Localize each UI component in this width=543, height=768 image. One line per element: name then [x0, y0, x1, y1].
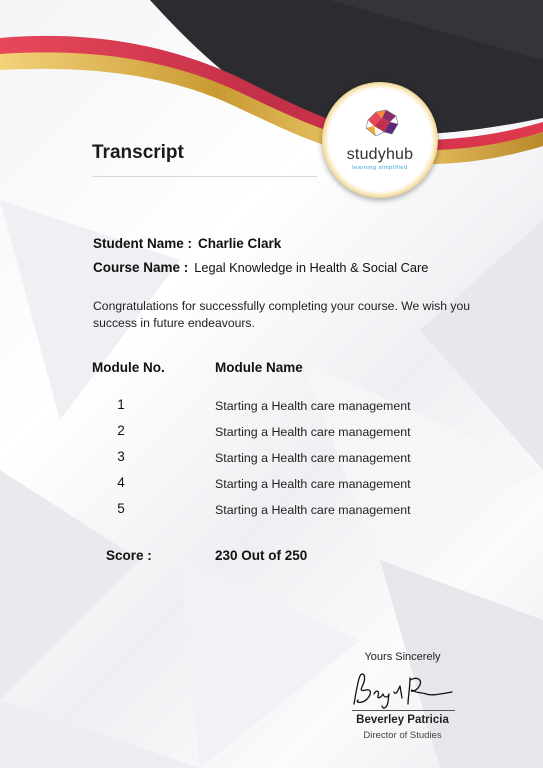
- module-name-header: Module Name: [215, 360, 303, 375]
- logo-name: studyhub: [346, 146, 414, 163]
- module-number: 1: [117, 397, 125, 412]
- student-name-label: Student Name :: [93, 236, 193, 251]
- student-name-line: [93, 236, 281, 251]
- brain-icon: [362, 106, 402, 140]
- module-name: Starting a Health care management: [215, 399, 411, 413]
- signature: [344, 668, 462, 714]
- page-title: Transcript: [92, 142, 184, 163]
- signatory-role: Director of Studies: [363, 730, 442, 741]
- module-name: Starting a Health care management: [215, 503, 411, 517]
- module-number: 4: [117, 475, 125, 490]
- student-name-value: Charlie Clark: [198, 236, 282, 251]
- module-number: 2: [117, 423, 125, 438]
- course-name-value: Legal Knowledge in Health & Social Care: [194, 260, 429, 275]
- course-name-label: Course Name :: [93, 260, 189, 275]
- signatory-name: Beverley Patricia: [356, 714, 449, 726]
- closing-text: Yours Sincerely: [364, 651, 441, 663]
- module-name: Starting a Health care management: [215, 425, 411, 439]
- congratulations-message: Congratulations for successfully completing your course. We wish you success in future endeavours.: [93, 299, 471, 330]
- course-name-line: [93, 260, 428, 275]
- score-value: 230 Out of 250: [215, 548, 308, 563]
- logo-tagline: learning simplified: [352, 165, 408, 171]
- module-name: Starting a Health care management: [215, 477, 411, 491]
- module-name: Starting a Health care management: [215, 451, 411, 465]
- signature-line: [352, 710, 455, 711]
- module-number: 5: [117, 501, 125, 516]
- module-number: 3: [117, 449, 125, 464]
- module-number-header: Module No.: [92, 360, 165, 375]
- header-banner: [0, 0, 543, 200]
- studyhub-logo: [322, 82, 438, 198]
- title-divider: [92, 176, 317, 177]
- score-label: Score :: [106, 548, 152, 563]
